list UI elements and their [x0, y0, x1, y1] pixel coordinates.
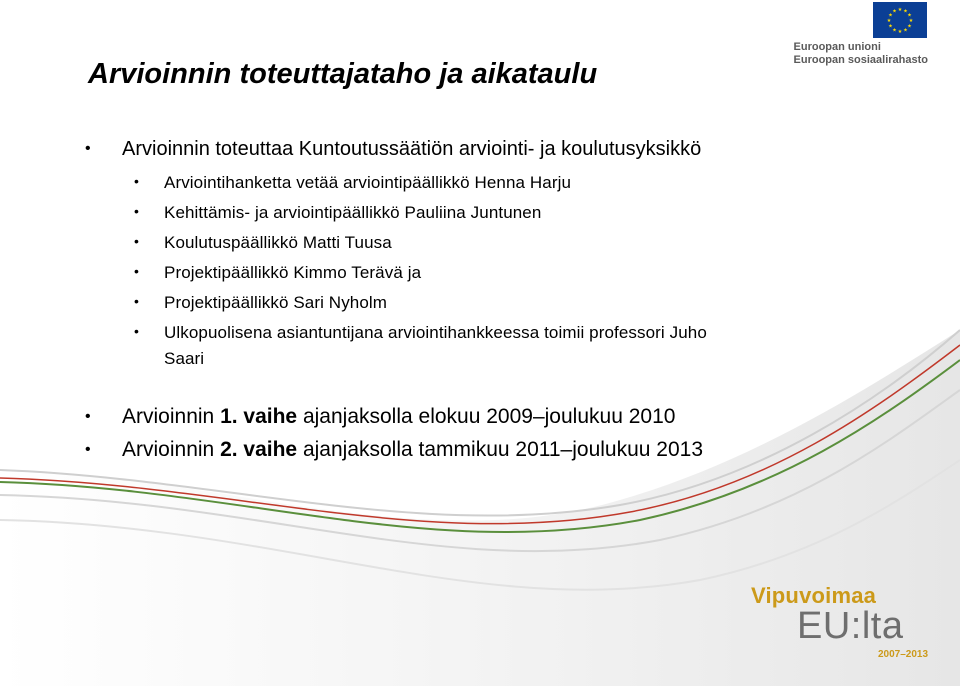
phase2-pre: Arvioinnin — [122, 438, 221, 461]
eu-star-icon: ★ — [903, 27, 908, 34]
phase1-post: ajanjaksolla elokuu 2009–joulukuu 2010 — [297, 405, 676, 428]
bullet-text: Arvioinnin toteuttaa Kuntoutussäätiön arviointi- ja koulutusyksikkö — [122, 138, 702, 160]
vipu-logo-top: Vipuvoimaa — [751, 583, 877, 608]
eu-flag-logo — [873, 2, 927, 38]
sub-bullet-6-cont — [164, 349, 204, 369]
bullet-dot: • — [134, 173, 140, 189]
bullet-text: Projektipäällikkö Kimmo Terävä ja — [164, 263, 422, 282]
eu-star-icon: ★ — [897, 7, 903, 13]
bullet-dot: • — [134, 323, 140, 339]
sub-bullet-6 — [134, 323, 707, 343]
eu-star-icon: ★ — [907, 23, 912, 30]
eu-star-icon: ★ — [888, 23, 893, 30]
eu-logo-text — [794, 41, 928, 67]
eu-line1: Euroopan unioni — [793, 41, 881, 53]
sub-bullet-4 — [134, 263, 422, 283]
sub-bullet-2 — [134, 203, 542, 223]
vipuvoimaa-logo — [750, 583, 930, 663]
phase1-pre: Arvioinnin — [122, 405, 221, 428]
bullet-dot: • — [85, 140, 91, 157]
eu-star-icon: ★ — [907, 12, 912, 19]
phase2-bold: 2. vaihe — [220, 438, 298, 461]
eu-star-icon: ★ — [886, 18, 892, 24]
bullet-dot: • — [134, 293, 140, 309]
bullet-text: Koulutuspäällikkö Matti Tuusa — [164, 233, 392, 252]
bullet-dot: • — [134, 263, 140, 279]
eu-star-icon: ★ — [888, 12, 893, 19]
sub-bullet-3 — [134, 233, 392, 253]
eu-star-icon: ★ — [897, 29, 903, 35]
phase2-post: ajanjaksolla tammikuu 2011–joulukuu 2013 — [297, 438, 704, 461]
sub-bullet-5 — [134, 293, 388, 313]
eu-star-icon: ★ — [908, 18, 914, 24]
bullet-text: Projektipäällikkö Sari Nyholm — [164, 293, 388, 312]
bullet-text: Saari — [164, 349, 205, 368]
bullet-text: Kehittämis- ja arviointipäällikkö Pauliina Juntunen — [164, 203, 542, 222]
bullet-text: Arviointihanketta vetää arviointipäällikkö Henna Harju — [164, 173, 572, 192]
bullet-phase-1 — [85, 405, 676, 429]
bullet-main-1 — [85, 138, 702, 161]
bullet-phase-2 — [85, 438, 704, 462]
eu-star-icon: ★ — [892, 8, 897, 15]
sub-bullet-1 — [134, 173, 572, 193]
eu-stars-icon — [873, 2, 927, 38]
vipu-logo-mid: EU:lta — [797, 605, 904, 647]
bullet-dot: • — [85, 408, 91, 425]
eu-star-icon: ★ — [903, 8, 908, 15]
bullet-dot: • — [134, 203, 140, 219]
vipu-logo-years: 2007–2013 — [878, 649, 929, 660]
phase1-bold: 1. vaihe — [220, 405, 298, 428]
page-title: Arvioinnin toteuttajataho ja aikataulu — [88, 58, 598, 90]
eu-line2: Euroopan sosiaalirahasto — [793, 54, 928, 66]
eu-star-icon: ★ — [892, 27, 897, 34]
bullet-dot: • — [134, 233, 140, 249]
bullet-dot: • — [85, 441, 91, 458]
bullet-text: Ulkopuolisena asiantuntijana arviointihankkeessa toimii professori Juho — [164, 323, 707, 342]
